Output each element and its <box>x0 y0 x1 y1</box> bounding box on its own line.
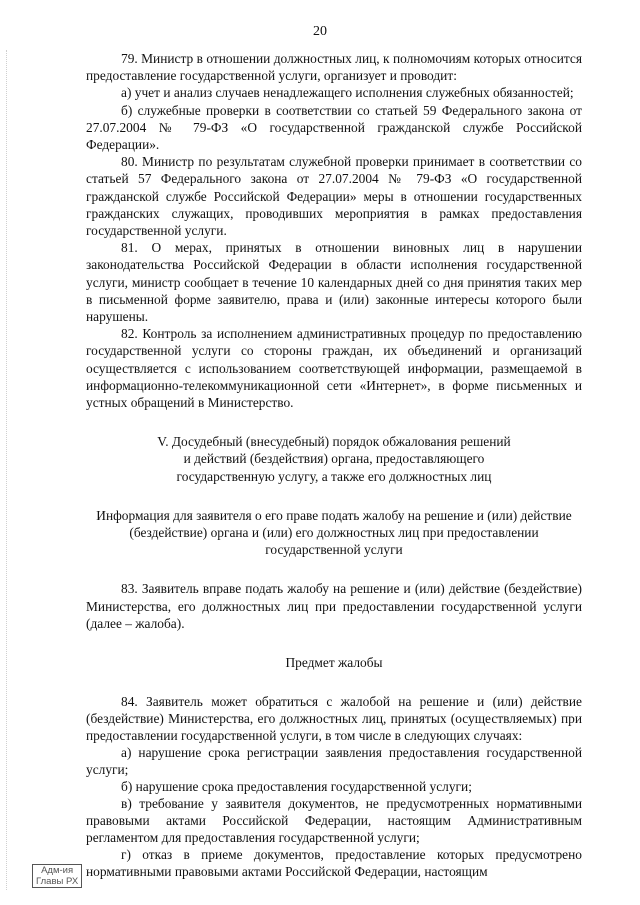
stamp-line-1: Адм-ия <box>41 865 74 876</box>
paragraph-84-b: б) нарушение срока предоставления государственной услуги; <box>121 779 472 795</box>
registration-stamp <box>32 864 82 888</box>
document-body <box>86 50 582 880</box>
page-number: 20 <box>313 24 327 39</box>
paragraph-79-b: б) служебные проверки в соответствии со статьей 59 Федерального закона от 27.07.2004 № 79-ФЗ «О государственной гражданской службе Российской Федерации». <box>86 102 582 153</box>
paragraph-82: 82. Контроль за исполнением административных процедур по предоставлению государственной услуги со стороны граждан, их объединений и организаций осуществляется с использованием соответствующей информации, размещаемой в информационно-телекоммуникационной сети «Интернет», в форме письменных и устных обращений в Министерство. <box>86 326 582 411</box>
spacer <box>86 671 582 693</box>
section-heading-line-3: государственную услугу, а также его должностных лиц <box>176 468 492 484</box>
paragraph-81: 81. О мерах, принятых в отношении виновных лиц в нарушении законодательства Российской Федерации в области исполнения государственной услуги, министр сообщает в течение 10 календарных дней со дня принятия таких мер в письменной форме заявителю, права и (или) законные интересы которого были нарушены. <box>86 240 582 325</box>
paragraph-84: 84. Заявитель может обратиться с жалобой на решение и (или) действие (бездействие) Министерства, его должностных лиц, принятых (осуществляемых) при предоставлении государственной услуги, в том числе в следующих случаях: <box>86 694 582 744</box>
paragraph-84-v: в) требование у заявителя документов, не предусмотренных нормативными правовыми актами Российской Федерации, настоящим Административным регламентом для предоставления государственной услуги; <box>86 796 582 846</box>
paragraph-79-a: а) учет и анализ случаев ненадлежащего исполнения служебных обязанностей; <box>121 85 574 101</box>
paragraph-84-a: а) нарушение срока регистрации заявления предоставления государственной услуги; <box>86 745 582 778</box>
spacer <box>86 411 582 433</box>
subject-heading: Предмет жалобы <box>285 655 383 671</box>
scan-edge-marks <box>6 50 9 890</box>
spacer <box>86 558 582 580</box>
paragraph-84-g: г) отказ в приеме документов, предоставление которых предусмотрено нормативными правовыми актами Российской Федерации, настоящим <box>86 847 582 880</box>
section-heading-line-1: V. Досудебный (внесудебный) порядок обжалования решений <box>157 434 511 450</box>
sub-heading-line-2: (бездействие) органа и (или) его должностных лиц при предоставлении <box>129 525 539 541</box>
sub-heading-line-3: государственной услуги <box>265 542 403 558</box>
paragraph-79: 79. Министр в отношении должностных лиц, к полномочиям которых относится предоставление государственной услуги, организует и проводит: <box>86 51 582 84</box>
paragraph-80: 80. Министр по результатам служебной проверки принимает в соответствии со статьей 57 Федерального закона от 27.07.2004 № 79-ФЗ «О государственной гражданской службе Российской Федерации» меры в отношении государственных гражданских служащих, проводивших мероприятия в рамках предоставления государственной услуги. <box>86 154 582 239</box>
stamp-line-2: Главы РХ <box>36 876 79 887</box>
sub-heading-line-1: Информация для заявителя о его праве подать жалобу на решение и (или) действие <box>96 507 572 523</box>
spacer <box>86 485 582 507</box>
paragraph-83: 83. Заявитель вправе подать жалобу на решение и (или) действие (бездействие) Министерства, его должностных лиц при предоставлении государственной услуги (далее – жалоба). <box>86 581 582 631</box>
spacer <box>86 632 582 654</box>
section-heading-line-2: и действий (бездействия) органа, предоставляющего <box>183 451 485 467</box>
